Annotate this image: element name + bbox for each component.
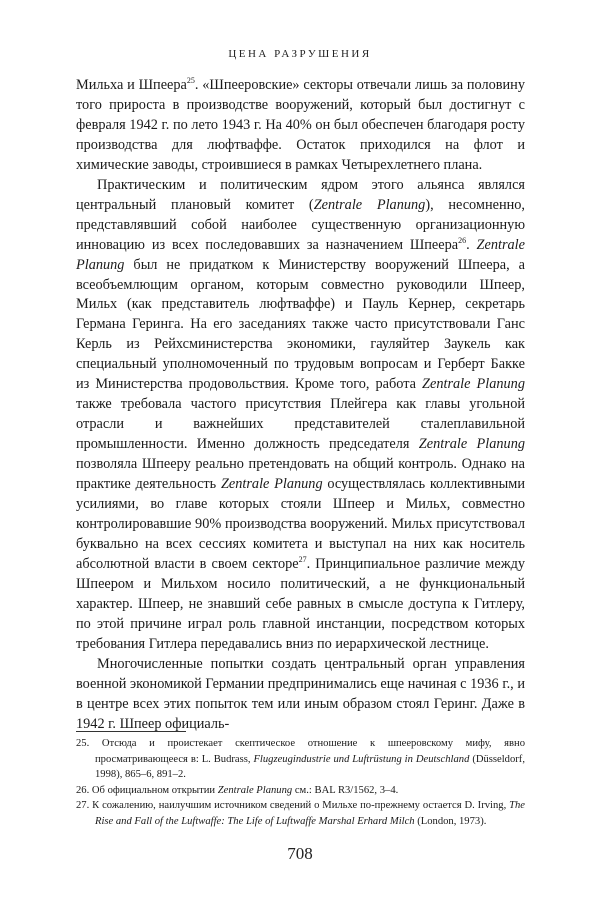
footnotes [76, 736, 525, 830]
text-run: 26. Об официальном открытии [76, 784, 218, 796]
text-run: Мильха и Шпеера [76, 77, 187, 93]
footnote-27 [76, 798, 525, 829]
footnote-ref: 25 [186, 76, 195, 86]
text-run: осуществлялась коллективными усилиями, во главе которых стояли Шпеер и Мильх, совместно контролировавшие 90% производства вооружений. Мильх присутствовал буквально на всех сессиях комитета и выступал на них как носитель абсолютной власти в своем секторе [76, 476, 525, 572]
italic-term: Zentrale Planung [418, 436, 525, 453]
paragraph-3 [76, 655, 525, 735]
text-run: Многочисленные попытки создать центральный орган управления военной экономикой Германии предпринимались еще начиная с 1936 г., и в центре всех этих попыток тем или иным образом стоял Геринг. Даже в 1942 г. Шпеер официаль- [76, 655, 525, 732]
footnote-26 [76, 783, 525, 799]
text-run: (Düsseldorf, 1998), 865–6, 891–2. [95, 753, 525, 781]
italic-term: Zentrale Planung [313, 196, 426, 213]
text-run: ), несомненно, представлявший собой наиболее существенную организационную инновацию из всех последовавших за назначением Шпеера [76, 196, 525, 253]
running-header: ЦЕНА РАЗРУШЕНИЯ [228, 48, 372, 60]
text-run: . Принципиальное различие между Шпеером и Мильхом носило политический, а не функциональный характер. Шпеер, не знавший себе равных в смысле доступа к Гитлеру, по этой причине играл роль главной инстанции, посредством которых требования Гитлера передавались вниз по иерархической лестнице. [76, 555, 525, 652]
text-run: Практическим и политическим ядром этого альянса являлся центральный плановый комитет ( [76, 176, 525, 213]
italic-term: Zentrale Planung [220, 476, 323, 493]
text-run: позволяла Шпееру реально претендовать на общий контроль. Однако на практике деятельность [76, 456, 525, 493]
main-text [76, 76, 525, 734]
text-run: см.: BAL R3/1562, 3–4. [292, 784, 399, 796]
footnote-25 [76, 736, 525, 783]
paragraph-1 [76, 76, 525, 176]
page-number: 708 [287, 844, 313, 863]
footnote-ref: 26 [458, 235, 467, 245]
text-run: . [466, 236, 477, 253]
text-run: 25. Отсюда и проистекает скептическое отношение к шпееровскому мифу, явно просматривающееся в: L. Budrass, [76, 738, 525, 765]
italic-term: Zentrale Planung [76, 236, 525, 273]
italic-term: The Rise and Fall of the Luftwaffe: The Life of Luftwaffe Marshal Erhard Milch [95, 800, 525, 827]
text-run: также требовала частого присутствия Плейгера как главы угольной отрасли и важнейших представителей сталеплавильной промышленности. Именно должность председателя [76, 396, 525, 453]
text-run: (London, 1973). [414, 815, 487, 827]
italic-term: Zentrale Planung [422, 376, 525, 393]
text-run: . «Шпееровские» секторы отвечали лишь за половину того прироста в производстве вооружений, который был достигнут с февраля 1942 г. по лето 1943 г. На 40% он был обеспечен благодаря росту производства для люфтваффе. Остаток приходился на флот и химические заводы, строившиеся в рамках Четырехлетнего плана. [76, 77, 525, 173]
footnote-separator [76, 731, 186, 732]
text-run: 27. К сожалению, наилучшим источником сведений о Мильхе по-прежнему остается D. Irving, [76, 800, 510, 812]
text-run: был не придатком к Министерству вооружений Шпеера, а всеобъемлющим органом, которым совместно руководили Шпеер, Мильх (как представитель люфтваффе) и Пауль Кернер, секретарь Германа Геринга. На его заседаниях также часто присутствовали Ганс Керль из Рейхсминистерства экономики, гауляйтер Заукель как специальный уполномоченный по трудовым вопросам и Герберт Бакке из Министерства продовольствия. Кроме того, работа [76, 256, 525, 393]
paragraph-2 [76, 176, 525, 655]
footnote-ref: 27 [298, 555, 307, 565]
italic-term: Zentrale Planung [217, 784, 293, 796]
italic-term: Flugzeugindustrie und Luftrüstung in Deutschland [253, 753, 470, 765]
